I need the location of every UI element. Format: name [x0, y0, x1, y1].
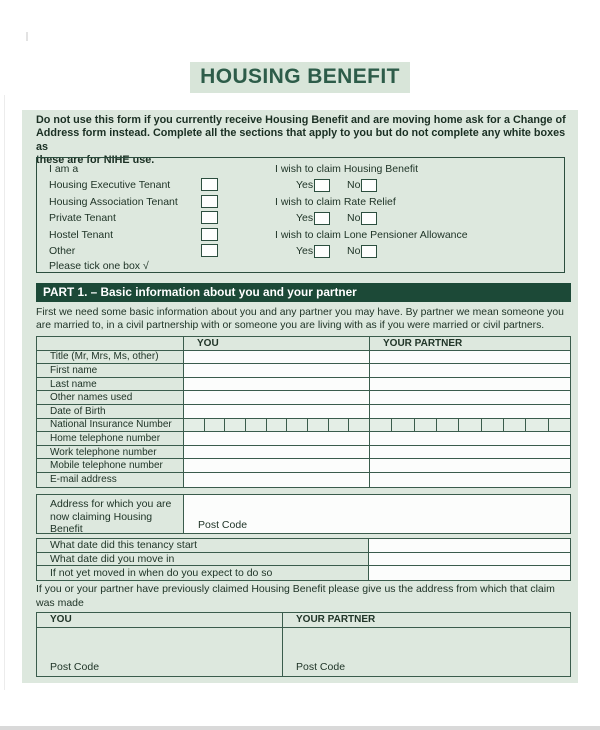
ni-number-you-field — [184, 419, 370, 432]
checkbox-housing-executive-tenant[interactable] — [201, 178, 218, 191]
no-label: No — [347, 179, 361, 191]
checkbox-rate-relief-yes[interactable] — [314, 212, 330, 225]
last-name-partner-field[interactable] — [370, 378, 570, 391]
tick-one-box-note: Please tick one box √ — [49, 260, 149, 272]
claim-rate-relief-label: I wish to claim Rate Relief — [275, 195, 396, 208]
ni-character-box[interactable] — [504, 419, 526, 432]
option-housing-association-tenant: Housing Association Tenant — [49, 195, 178, 208]
checkbox-other[interactable] — [201, 244, 218, 257]
header-your-partner: YOUR PARTNER — [296, 614, 376, 626]
table-row — [37, 459, 570, 473]
previous-address-you-field[interactable] — [37, 628, 283, 676]
row-label: Last name — [37, 378, 184, 391]
claim-housing-benefit-label: I wish to claim Housing Benefit — [275, 163, 418, 175]
home-phone-partner-field[interactable] — [370, 432, 570, 445]
table-row — [37, 351, 570, 365]
ni-character-box[interactable] — [349, 419, 369, 432]
row-label: Work telephone number — [37, 446, 184, 459]
basic-information-table — [36, 336, 571, 488]
page-edge-line-left — [4, 95, 5, 690]
claim-address-label-line: now claiming Housing Benefit — [50, 510, 153, 536]
row-label: What date did you move in — [37, 553, 369, 566]
ni-boxes — [184, 419, 369, 432]
post-code-label: Post Code — [296, 660, 346, 673]
row-label: Home telephone number — [37, 432, 184, 445]
ni-character-box[interactable] — [287, 419, 308, 432]
part1-intro-line: are married to, in a civil partnership with or someone you are living with as if you were married or civil partners. — [36, 320, 545, 331]
table-row — [37, 473, 570, 487]
header-your-partner: YOUR PARTNER — [383, 337, 463, 349]
last-name-you-field[interactable] — [184, 378, 370, 391]
tenancy-start-field[interactable] — [369, 539, 570, 552]
table-header-row — [37, 337, 570, 351]
row-label: Date of Birth — [37, 405, 184, 418]
scan-artifact-mark — [26, 32, 28, 41]
post-code-label: Post Code — [198, 519, 248, 531]
checkbox-housing-benefit-no[interactable] — [361, 179, 377, 192]
work-phone-you-field[interactable] — [184, 446, 370, 459]
checkbox-housing-benefit-yes[interactable] — [314, 179, 330, 192]
ni-character-box[interactable] — [482, 419, 504, 432]
table-row — [37, 391, 570, 405]
email-you-field[interactable] — [184, 473, 370, 487]
expected-move-in-field[interactable] — [369, 566, 570, 580]
instruction-line: Do not use this form if you currently receive Housing Benefit and are moving home ask for a Change of — [36, 114, 566, 126]
ni-character-box[interactable] — [526, 419, 548, 432]
yes-label: Yes — [296, 245, 314, 257]
instruction-line: Address form instead. Complete all the sections that apply to you but do not complete any white boxes as — [36, 127, 566, 153]
table-row — [37, 364, 570, 378]
ni-character-box[interactable] — [246, 419, 267, 432]
previous-address-body — [37, 628, 570, 676]
table-row — [37, 432, 570, 446]
ni-boxes — [370, 419, 570, 432]
instruction-line: these are for NIHE use. — [36, 154, 155, 167]
post-code-label: Post Code — [50, 660, 100, 673]
yes-label: Yes — [296, 212, 314, 224]
checkbox-housing-association-tenant[interactable] — [201, 195, 218, 208]
first-name-you-field[interactable] — [184, 364, 370, 377]
tenancy-dates-table — [36, 538, 571, 581]
i-am-a-label: I am a — [49, 163, 79, 175]
row-label: What date did this tenancy start — [37, 539, 369, 552]
no-label: No — [347, 212, 361, 224]
ni-character-box[interactable] — [329, 419, 350, 432]
header-blank-cell — [37, 337, 184, 350]
ni-character-box[interactable] — [392, 419, 414, 432]
option-private-tenant: Private Tenant — [49, 212, 116, 224]
option-hostel-tenant: Hostel Tenant — [49, 228, 114, 241]
claim-address-field[interactable] — [184, 495, 570, 533]
row-label: Mobile telephone number — [37, 459, 184, 472]
option-housing-executive-tenant: Housing Executive Tenant — [49, 179, 171, 191]
ni-character-box[interactable] — [308, 419, 329, 432]
part1-intro — [36, 306, 578, 332]
ni-number-partner-field — [370, 419, 570, 432]
previous-claim-line: was made — [36, 596, 84, 609]
mobile-phone-partner-field[interactable] — [370, 459, 570, 472]
row-label: Title (Mr, Mrs, Ms, other) — [37, 351, 184, 364]
title-partner-field[interactable] — [370, 351, 570, 364]
ni-character-box[interactable] — [370, 419, 392, 432]
row-label: National Insurance Number — [37, 419, 184, 432]
ni-character-box[interactable] — [459, 419, 481, 432]
table-row — [37, 446, 570, 460]
ni-character-box[interactable] — [549, 419, 570, 432]
form-title-row — [0, 62, 600, 93]
first-name-partner-field[interactable] — [370, 364, 570, 377]
previous-address-table — [36, 612, 571, 677]
claim-address-label-line: Address for which you are — [50, 498, 172, 510]
no-label: No — [347, 245, 361, 257]
table-row — [37, 378, 570, 392]
mobile-phone-you-field[interactable] — [184, 459, 370, 472]
ni-character-box[interactable] — [225, 419, 246, 432]
row-label: First name — [37, 364, 184, 377]
checkbox-private-tenant[interactable] — [201, 211, 218, 224]
tenant-type-and-claims-box — [36, 157, 565, 273]
previous-address-partner-field[interactable] — [283, 628, 570, 676]
previous-claim-line: If you or your partner have previously claimed Housing Benefit please give us the address from which that claim — [36, 583, 555, 595]
page-edge-shadow-bottom — [0, 726, 600, 730]
ni-character-box[interactable] — [415, 419, 437, 432]
date-of-birth-you-field[interactable] — [184, 405, 370, 418]
ni-character-box[interactable] — [205, 419, 226, 432]
work-phone-partner-field[interactable] — [370, 446, 570, 459]
date-of-birth-partner-field[interactable] — [370, 405, 570, 418]
ni-character-box[interactable] — [267, 419, 288, 432]
other-names-you-field[interactable] — [184, 391, 370, 404]
table-row — [37, 566, 570, 580]
part1-section-header: PART 1. – Basic information about you and your partner — [36, 283, 571, 302]
header-you: YOU — [184, 337, 370, 350]
form-body — [22, 110, 578, 683]
table-row — [37, 553, 570, 567]
home-phone-you-field[interactable] — [184, 432, 370, 445]
ni-character-box[interactable] — [184, 419, 205, 432]
claim-address-label — [37, 495, 184, 536]
header-you: YOU — [37, 613, 283, 627]
previous-claim-text — [36, 583, 578, 610]
title-you-field[interactable] — [184, 351, 370, 364]
checkbox-hostel-tenant[interactable] — [201, 228, 218, 241]
table-row — [37, 539, 570, 553]
move-in-date-field[interactable] — [369, 553, 570, 566]
table-row — [37, 405, 570, 419]
claim-lone-pensioner-label: I wish to claim Lone Pensioner Allowance — [275, 228, 468, 241]
option-other: Other — [49, 245, 76, 257]
checkbox-lone-pensioner-no[interactable] — [361, 245, 377, 258]
email-partner-field[interactable] — [370, 473, 570, 487]
table-header-row — [37, 613, 570, 628]
part1-intro-line: First we need some basic information about you and any partner you may have. By partner we mean someone you — [36, 307, 564, 318]
row-label: If not yet moved in when do you expect to do so — [37, 566, 369, 580]
claim-address-box — [36, 494, 571, 534]
row-label: E-mail address — [37, 473, 184, 487]
table-row-ni — [37, 419, 570, 433]
checkbox-lone-pensioner-yes[interactable] — [314, 245, 330, 258]
row-label: Other names used — [37, 391, 184, 404]
checkbox-rate-relief-no[interactable] — [361, 212, 377, 225]
yes-label: Yes — [296, 179, 314, 191]
other-names-partner-field[interactable] — [370, 391, 570, 404]
page-title: HOUSING BENEFIT — [190, 62, 410, 93]
ni-character-box[interactable] — [437, 419, 459, 432]
